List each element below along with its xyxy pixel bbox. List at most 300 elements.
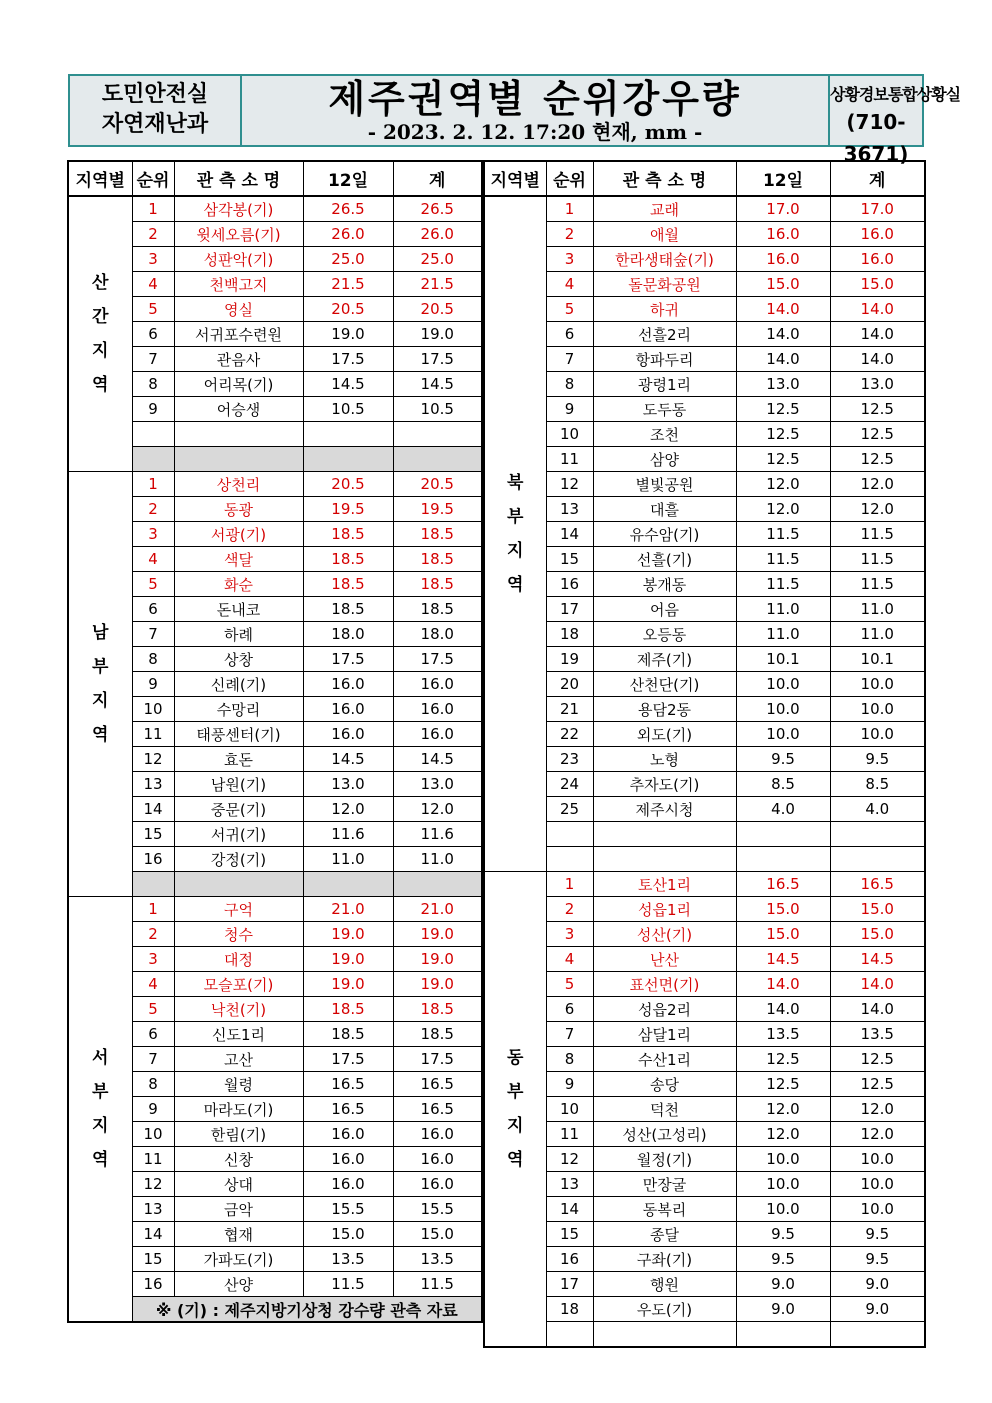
table-row: [484, 222, 925, 247]
table-row: [484, 1047, 925, 1072]
total-rain-cell: 12.0: [393, 797, 482, 822]
station-cell: 고산: [174, 1047, 303, 1072]
day-rain-cell: 14.5: [303, 747, 393, 772]
total-rain-cell: 16.0: [393, 1147, 482, 1172]
table-row: [484, 1247, 925, 1272]
total-rain-cell: 15.0: [830, 922, 925, 947]
total-rain-cell: 10.0: [830, 1197, 925, 1222]
station-cell: 표선면(기): [593, 972, 736, 997]
total-rain-cell: 13.5: [393, 1247, 482, 1272]
rank-cell: 23: [546, 747, 593, 772]
station-cell: 서귀(기): [174, 822, 303, 847]
table-row: [484, 772, 925, 797]
region-label-east: 동 부 지 역: [484, 872, 546, 1348]
station-cell: 별빛공원: [593, 472, 736, 497]
total-rain-cell: 19.5: [393, 497, 482, 522]
table-header-row: [484, 161, 925, 196]
empty-cell: [736, 1322, 830, 1348]
title-box: [242, 76, 828, 145]
rank-cell: 15: [132, 822, 174, 847]
total-rain-cell: 16.0: [393, 697, 482, 722]
rainfall-table-left: [67, 160, 483, 1323]
day-rain-cell: 10.1: [736, 647, 830, 672]
total-rain-cell: 11.5: [830, 572, 925, 597]
station-cell: 모슬포(기): [174, 972, 303, 997]
rank-cell: 4: [546, 272, 593, 297]
empty-cell: [174, 422, 303, 447]
day-rain-cell: 18.5: [303, 1022, 393, 1047]
station-cell: 송당: [593, 1072, 736, 1097]
rank-cell: 5: [132, 997, 174, 1022]
day-rain-cell: 10.0: [736, 697, 830, 722]
col-rank: 순위: [546, 161, 593, 196]
empty-cell: [593, 1322, 736, 1348]
total-rain-cell: 10.0: [830, 722, 925, 747]
day-rain-cell: 16.0: [303, 722, 393, 747]
total-rain-cell: 11.6: [393, 822, 482, 847]
col-station: 관 측 소 명: [174, 161, 303, 196]
station-cell: 태풍센터(기): [174, 722, 303, 747]
table-row: [484, 1297, 925, 1322]
station-cell: 낙천(기): [174, 997, 303, 1022]
rank-cell: 1: [132, 196, 174, 222]
day-rain-cell: 12.0: [736, 1097, 830, 1122]
rank-cell: 9: [132, 397, 174, 422]
table-row: [484, 347, 925, 372]
station-cell: 서광(기): [174, 522, 303, 547]
total-rain-cell: 16.5: [393, 1072, 482, 1097]
rank-cell: 9: [546, 1072, 593, 1097]
station-cell: 상천리: [174, 472, 303, 497]
total-rain-cell: 20.5: [393, 472, 482, 497]
department-line1: 도민안전실: [101, 82, 209, 107]
table-row: [484, 622, 925, 647]
rank-cell: 14: [546, 522, 593, 547]
rank-cell: 20: [546, 672, 593, 697]
station-cell: 토산1리: [593, 872, 736, 897]
day-rain-cell: 9.5: [736, 1247, 830, 1272]
station-cell: 봉개동: [593, 572, 736, 597]
station-cell: 제주(기): [593, 647, 736, 672]
day-rain-cell: 26.5: [303, 196, 393, 222]
rank-cell: 3: [132, 947, 174, 972]
station-cell: 삼달1리: [593, 1022, 736, 1047]
region-label-north: 북 부 지 역: [484, 196, 546, 872]
table-row: [484, 672, 925, 697]
total-rain-cell: 14.0: [830, 347, 925, 372]
day-rain-cell: 15.0: [736, 897, 830, 922]
rank-cell: 15: [132, 1247, 174, 1272]
station-cell: 우도(기): [593, 1297, 736, 1322]
station-cell: 관음사: [174, 347, 303, 372]
total-rain-cell: 9.0: [830, 1272, 925, 1297]
station-cell: 오등동: [593, 622, 736, 647]
rank-cell: 13: [132, 1197, 174, 1222]
rank-cell: 16: [132, 847, 174, 872]
rank-cell: 11: [132, 1147, 174, 1172]
contact-phone: (710-3671): [843, 110, 909, 166]
day-rain-cell: 4.0: [736, 797, 830, 822]
total-rain-cell: 20.5: [393, 297, 482, 322]
station-cell: 성읍2리: [593, 997, 736, 1022]
station-cell: 수망리: [174, 697, 303, 722]
table-row: [484, 747, 925, 772]
table-row: [484, 797, 925, 822]
rank-cell: 2: [132, 222, 174, 247]
rank-cell: 5: [546, 972, 593, 997]
table-row: [484, 1197, 925, 1222]
day-rain-cell: 16.0: [303, 1172, 393, 1197]
day-rain-cell: 21.0: [303, 897, 393, 922]
day-rain-cell: 16.0: [736, 247, 830, 272]
day-rain-cell: 12.5: [736, 1072, 830, 1097]
day-rain-cell: 13.0: [303, 772, 393, 797]
day-rain-cell: 11.6: [303, 822, 393, 847]
station-cell: 가파도(기): [174, 1247, 303, 1272]
rank-cell: 17: [546, 1272, 593, 1297]
station-cell: 돌문화공원: [593, 272, 736, 297]
total-rain-cell: 12.0: [830, 497, 925, 522]
day-rain-cell: 12.5: [736, 397, 830, 422]
table-row: [484, 1022, 925, 1047]
table-row: [484, 647, 925, 672]
day-rain-cell: 19.5: [303, 497, 393, 522]
station-cell: 난산: [593, 947, 736, 972]
station-cell: 월정(기): [593, 1147, 736, 1172]
rank-cell: 17: [546, 597, 593, 622]
day-rain-cell: 13.5: [303, 1247, 393, 1272]
total-rain-cell: 21.5: [393, 272, 482, 297]
total-rain-cell: 4.0: [830, 797, 925, 822]
rank-cell: 10: [546, 422, 593, 447]
station-cell: 신창: [174, 1147, 303, 1172]
col-station: 관 측 소 명: [593, 161, 736, 196]
total-rain-cell: 15.0: [830, 897, 925, 922]
day-rain-cell: 12.5: [736, 422, 830, 447]
station-cell: 월령: [174, 1072, 303, 1097]
total-rain-cell: 18.5: [393, 1022, 482, 1047]
day-rain-cell: 10.0: [736, 1147, 830, 1172]
station-cell: 선흘2리: [593, 322, 736, 347]
station-cell: 신례(기): [174, 672, 303, 697]
total-rain-cell: 9.0: [830, 1297, 925, 1322]
rank-cell: 4: [132, 272, 174, 297]
table-row: [484, 322, 925, 347]
station-cell: 한림(기): [174, 1122, 303, 1147]
table-row: [484, 597, 925, 622]
rainfall-table-right: [483, 160, 926, 1348]
day-rain-cell: 12.0: [303, 797, 393, 822]
rank-cell: 4: [546, 947, 593, 972]
table-row: [484, 247, 925, 272]
rank-cell: 12: [132, 1172, 174, 1197]
rank-cell: 13: [132, 772, 174, 797]
table-row: [484, 196, 925, 222]
day-rain-cell: 11.5: [736, 522, 830, 547]
station-cell: 구좌(기): [593, 1247, 736, 1272]
station-cell: 강정(기): [174, 847, 303, 872]
station-cell: 제주시청: [593, 797, 736, 822]
station-cell: 선흘(기): [593, 547, 736, 572]
total-rain-cell: 10.0: [830, 1147, 925, 1172]
station-cell: 산천단(기): [593, 672, 736, 697]
total-rain-cell: 12.5: [830, 1072, 925, 1097]
total-rain-cell: 9.5: [830, 1222, 925, 1247]
contact-box: [828, 76, 961, 166]
total-rain-cell: 16.0: [830, 247, 925, 272]
rank-cell: 5: [546, 297, 593, 322]
rank-cell: 12: [546, 1147, 593, 1172]
footnote: ※ (기) : 제주지방기상청 강수량 관측 자료: [132, 1297, 482, 1323]
day-rain-cell: 21.5: [303, 272, 393, 297]
rank-cell: 1: [132, 472, 174, 497]
table-row: [484, 1122, 925, 1147]
rank-cell: 6: [132, 1022, 174, 1047]
station-cell: 항파두리: [593, 347, 736, 372]
station-cell: 애월: [593, 222, 736, 247]
station-cell: 상창: [174, 647, 303, 672]
station-cell: 용담2동: [593, 697, 736, 722]
station-cell: 교래: [593, 196, 736, 222]
empty-cell: [132, 447, 174, 472]
page-subtitle: - 2023. 2. 12. 17:20 현재, mm -: [367, 120, 703, 144]
total-rain-cell: 14.5: [393, 747, 482, 772]
rank-cell: 3: [546, 247, 593, 272]
rank-cell: 15: [546, 1222, 593, 1247]
col-total: 계: [830, 161, 925, 196]
empty-cell: [830, 1322, 925, 1348]
day-rain-cell: 11.0: [736, 597, 830, 622]
total-rain-cell: 11.5: [830, 522, 925, 547]
station-cell: 산양: [174, 1272, 303, 1297]
day-rain-cell: 12.0: [736, 1122, 830, 1147]
total-rain-cell: 19.0: [393, 947, 482, 972]
table-row: [484, 447, 925, 472]
day-rain-cell: 25.0: [303, 247, 393, 272]
station-cell: 색달: [174, 547, 303, 572]
rank-cell: 10: [546, 1097, 593, 1122]
station-cell: 삼양: [593, 447, 736, 472]
day-rain-cell: 19.0: [303, 972, 393, 997]
station-cell: 대흘: [593, 497, 736, 522]
rank-cell: 8: [132, 647, 174, 672]
total-rain-cell: 10.0: [830, 697, 925, 722]
total-rain-cell: 18.5: [393, 522, 482, 547]
empty-cell: [303, 447, 393, 472]
table-row: [484, 572, 925, 597]
station-cell: 유수암(기): [593, 522, 736, 547]
rank-cell: 19: [546, 647, 593, 672]
table-row: [68, 472, 482, 497]
rank-cell: 22: [546, 722, 593, 747]
day-rain-cell: 16.0: [303, 1147, 393, 1172]
table-row: [484, 972, 925, 997]
day-rain-cell: 14.0: [736, 297, 830, 322]
rank-cell: 4: [132, 972, 174, 997]
empty-row: [484, 822, 925, 847]
total-rain-cell: 16.5: [830, 872, 925, 897]
rank-cell: 9: [132, 1097, 174, 1122]
empty-cell: [736, 847, 830, 872]
total-rain-cell: 12.0: [830, 1122, 925, 1147]
table-row: [484, 722, 925, 747]
station-cell: 구억: [174, 897, 303, 922]
table-row: [484, 922, 925, 947]
station-cell: 어음: [593, 597, 736, 622]
station-cell: 어승생: [174, 397, 303, 422]
total-rain-cell: 12.5: [830, 397, 925, 422]
rank-cell: 14: [132, 797, 174, 822]
station-cell: 화순: [174, 572, 303, 597]
rank-cell: 7: [132, 1047, 174, 1072]
table-row: [484, 372, 925, 397]
total-rain-cell: 10.0: [830, 1172, 925, 1197]
page-title: 제주권역별 순위강우량: [328, 77, 742, 121]
rank-cell: 13: [546, 1172, 593, 1197]
station-cell: 하귀: [593, 297, 736, 322]
day-rain-cell: 18.0: [303, 622, 393, 647]
day-rain-cell: 12.0: [736, 472, 830, 497]
empty-cell: [393, 447, 482, 472]
day-rain-cell: 16.0: [303, 1122, 393, 1147]
rank-cell: 7: [546, 1022, 593, 1047]
total-rain-cell: 9.5: [830, 1247, 925, 1272]
day-rain-cell: 17.5: [303, 347, 393, 372]
rank-cell: 6: [546, 997, 593, 1022]
day-rain-cell: 13.5: [736, 1022, 830, 1047]
rank-cell: 10: [132, 1122, 174, 1147]
total-rain-cell: 10.1: [830, 647, 925, 672]
day-rain-cell: 11.0: [736, 622, 830, 647]
total-rain-cell: 13.0: [393, 772, 482, 797]
rank-cell: 7: [546, 347, 593, 372]
col-total: 계: [393, 161, 482, 196]
total-rain-cell: 14.5: [393, 372, 482, 397]
day-rain-cell: 19.0: [303, 947, 393, 972]
total-rain-cell: 15.0: [830, 272, 925, 297]
total-rain-cell: 18.0: [393, 622, 482, 647]
table-row: [484, 897, 925, 922]
day-rain-cell: 15.0: [303, 1222, 393, 1247]
empty-cell: [174, 872, 303, 897]
rank-cell: 11: [546, 447, 593, 472]
station-cell: 덕천: [593, 1097, 736, 1122]
table-row: [484, 1072, 925, 1097]
day-rain-cell: 12.0: [736, 497, 830, 522]
station-cell: 동광: [174, 497, 303, 522]
day-rain-cell: 10.0: [736, 1172, 830, 1197]
table-row: [484, 1272, 925, 1297]
station-cell: 효돈: [174, 747, 303, 772]
rank-cell: 14: [546, 1197, 593, 1222]
total-rain-cell: 17.0: [830, 196, 925, 222]
total-rain-cell: 25.0: [393, 247, 482, 272]
station-cell: 천백고지: [174, 272, 303, 297]
rank-cell: 18: [546, 1297, 593, 1322]
total-rain-cell: 12.0: [830, 1097, 925, 1122]
rank-cell: 8: [546, 1047, 593, 1072]
table-row: [484, 272, 925, 297]
rank-cell: 12: [546, 472, 593, 497]
total-rain-cell: 16.0: [393, 722, 482, 747]
day-rain-cell: 11.5: [736, 572, 830, 597]
station-cell: 협재: [174, 1222, 303, 1247]
day-rain-cell: 17.5: [303, 647, 393, 672]
col-rank: 순위: [132, 161, 174, 196]
day-rain-cell: 14.5: [303, 372, 393, 397]
rank-cell: 10: [132, 697, 174, 722]
rank-cell: 1: [132, 897, 174, 922]
table-row: [484, 1222, 925, 1247]
rank-cell: 6: [546, 322, 593, 347]
total-rain-cell: 13.5: [830, 1022, 925, 1047]
empty-cell: [593, 847, 736, 872]
day-rain-cell: 20.5: [303, 472, 393, 497]
col-region: 지역별: [68, 161, 132, 196]
rank-cell: 9: [546, 397, 593, 422]
day-rain-cell: 9.0: [736, 1297, 830, 1322]
day-rain-cell: 14.0: [736, 322, 830, 347]
total-rain-cell: 15.0: [393, 1222, 482, 1247]
empty-cell: [546, 847, 593, 872]
empty-cell: [303, 872, 393, 897]
col-day: 12일: [736, 161, 830, 196]
total-rain-cell: 12.5: [830, 422, 925, 447]
total-rain-cell: 12.0: [830, 472, 925, 497]
rank-cell: 5: [132, 297, 174, 322]
day-rain-cell: 9.0: [736, 1272, 830, 1297]
rank-cell: 8: [132, 372, 174, 397]
day-rain-cell: 18.5: [303, 547, 393, 572]
total-rain-cell: 8.5: [830, 772, 925, 797]
region-label-west: 서 부 지 역: [68, 897, 132, 1323]
table-row: [484, 297, 925, 322]
table-row: [484, 547, 925, 572]
station-cell: 돈내코: [174, 597, 303, 622]
empty-cell: [393, 422, 482, 447]
rank-cell: 13: [546, 497, 593, 522]
empty-cell: [593, 822, 736, 847]
station-cell: 영실: [174, 297, 303, 322]
rank-cell: 3: [546, 922, 593, 947]
empty-cell: [546, 822, 593, 847]
day-rain-cell: 17.0: [736, 196, 830, 222]
station-cell: 노형: [593, 747, 736, 772]
empty-cell: [736, 822, 830, 847]
table-row: [484, 522, 925, 547]
rank-cell: 6: [132, 597, 174, 622]
total-rain-cell: 12.5: [830, 1047, 925, 1072]
day-rain-cell: 10.5: [303, 397, 393, 422]
rank-cell: 24: [546, 772, 593, 797]
total-rain-cell: 16.0: [393, 1172, 482, 1197]
station-cell: 상대: [174, 1172, 303, 1197]
total-rain-cell: 14.0: [830, 997, 925, 1022]
empty-cell: [830, 847, 925, 872]
empty-cell: [830, 822, 925, 847]
station-cell: 성산(고성리): [593, 1122, 736, 1147]
total-rain-cell: 18.5: [393, 572, 482, 597]
empty-cell: [546, 1322, 593, 1348]
day-rain-cell: 16.5: [303, 1097, 393, 1122]
empty-cell: [132, 872, 174, 897]
station-cell: 외도(기): [593, 722, 736, 747]
day-rain-cell: 19.0: [303, 922, 393, 947]
contact-office: 상황경보통합상황실: [830, 85, 961, 104]
station-cell: 수산1리: [593, 1047, 736, 1072]
day-rain-cell: 16.0: [303, 697, 393, 722]
day-rain-cell: 12.5: [736, 1047, 830, 1072]
